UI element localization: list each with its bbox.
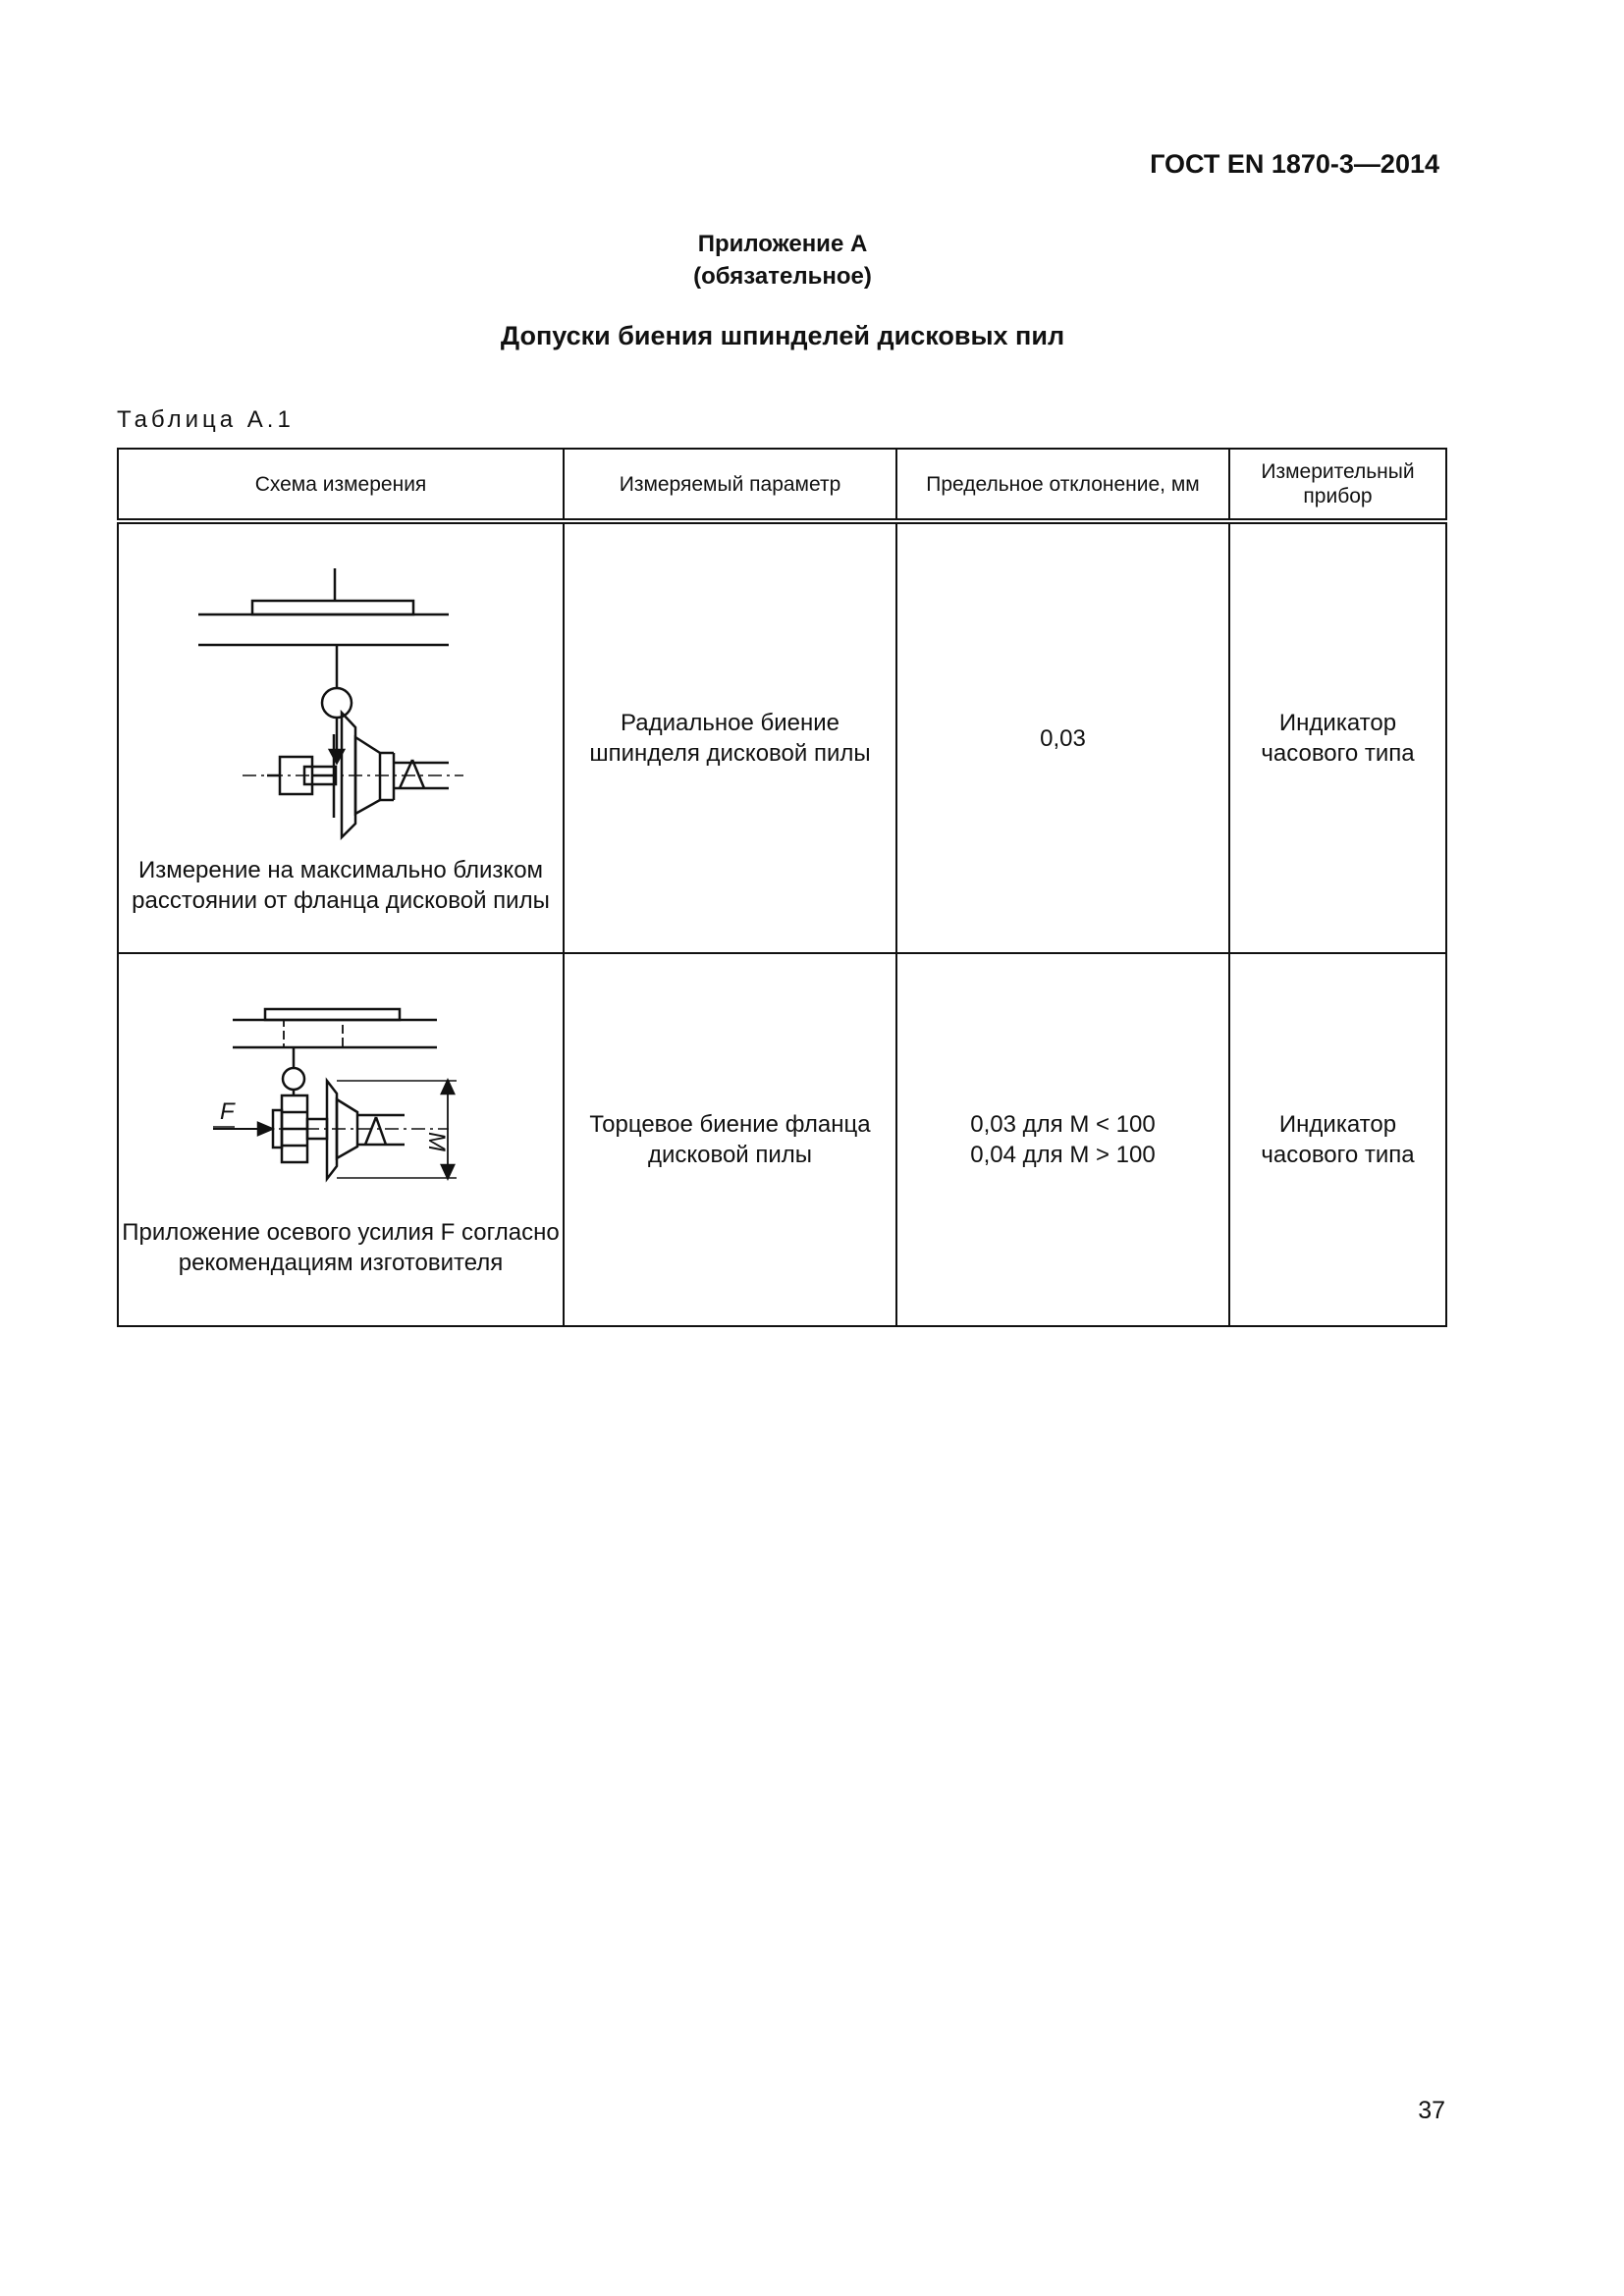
force-label: F [220, 1098, 235, 1125]
document-code: ГОСТ EN 1870-3—2014 [1150, 149, 1439, 179]
appendix-heading [0, 228, 1565, 293]
table-row [118, 521, 1446, 953]
instrument-cell: Индикатор часового типа [1229, 953, 1446, 1326]
scheme-cell [118, 521, 564, 953]
table-header-row [118, 449, 1446, 521]
scheme-note: Измерение на максимально близком расстоянии от фланца дисковой пилы [132, 857, 550, 914]
tolerance-table [117, 448, 1447, 1327]
table-row [118, 953, 1446, 1326]
column-header-tolerance: Предельное отклонение, мм [896, 449, 1229, 521]
scheme-cell [118, 953, 564, 1326]
parameter-cell: Радиальное биение шпинделя дисковой пилы [564, 521, 896, 953]
parameter-cell: Торцевое биение фланца дисковой пилы [564, 953, 896, 1326]
tolerance-cell [896, 953, 1229, 1326]
axial-runout-diagram [193, 1001, 488, 1198]
appendix-title: Допуски биения шпинделей дисковых пил [500, 321, 1065, 350]
column-header-parameter: Измеряемый параметр [564, 449, 896, 521]
tolerance-value: 0,04 для M > 100 [970, 1142, 1156, 1168]
column-header-scheme: Схема измерения [118, 449, 564, 521]
table-caption: Таблица А.1 [117, 406, 295, 433]
tolerance-cell [896, 521, 1229, 953]
column-header-instrument: Измерительный прибор [1229, 449, 1446, 521]
page-number: 37 [1418, 2097, 1445, 2124]
diameter-label: M [423, 1132, 450, 1151]
tolerance-value: 0,03 для M < 100 [970, 1111, 1156, 1138]
appendix-label: Приложение А [697, 231, 868, 257]
radial-runout-diagram [198, 561, 483, 845]
appendix-status: (обязательное) [693, 263, 872, 290]
scheme-note: Приложение осевого усилия F согласно рекомендациям изготовителя [122, 1219, 560, 1276]
instrument-cell: Индикатор часового типа [1229, 521, 1446, 953]
tolerance-value: 0,03 [1040, 724, 1086, 752]
